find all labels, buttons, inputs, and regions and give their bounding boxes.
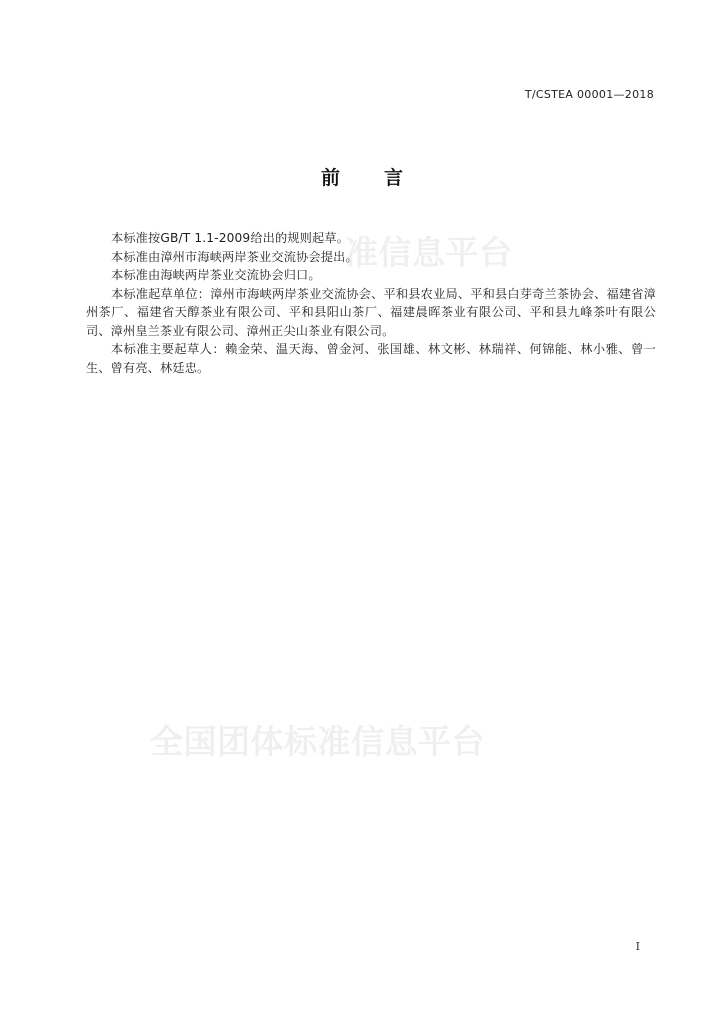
standard-code: T/CSTEA 00001—2018	[524, 88, 654, 101]
foreword-body	[86, 229, 656, 377]
page-number: I	[635, 940, 640, 953]
paragraph-administrator: 本标准由海峡两岸茶业交流协会归口。	[111, 268, 321, 282]
paragraph-proposer: 本标准由漳州市海峡两岸茶业交流协会提出。	[111, 249, 358, 264]
watermark-middle: 全国团体标准信息平台	[150, 722, 485, 761]
paragraph-main-drafters: 本标准主要起草人：赖金荣、温天海、曾金河、张国雄、林文彬、林瑞祥、何锦能、林小雅、曾一生、曾有亮、林廷忠。	[86, 342, 656, 375]
page-title: 前言	[320, 167, 447, 189]
watermark-top: 准信息平台	[345, 233, 513, 272]
paragraph-drafting-rules: 本标准按GB/T 1.1-2009给出的规则起草。	[111, 231, 350, 245]
paragraph-drafting-units: 本标准起草单位：漳州市海峡两岸茶业交流协会、平和县农业局、平和县白芽奇兰茶协会、福建省漳州茶厂、福建省天醇茶业有限公司、平和县阳山茶厂、福建晨晖茶业有限公司、平和县九峰茶叶有限公司、漳州皇兰茶业有限公司、漳州正尖山茶业有限公司。	[86, 286, 656, 338]
